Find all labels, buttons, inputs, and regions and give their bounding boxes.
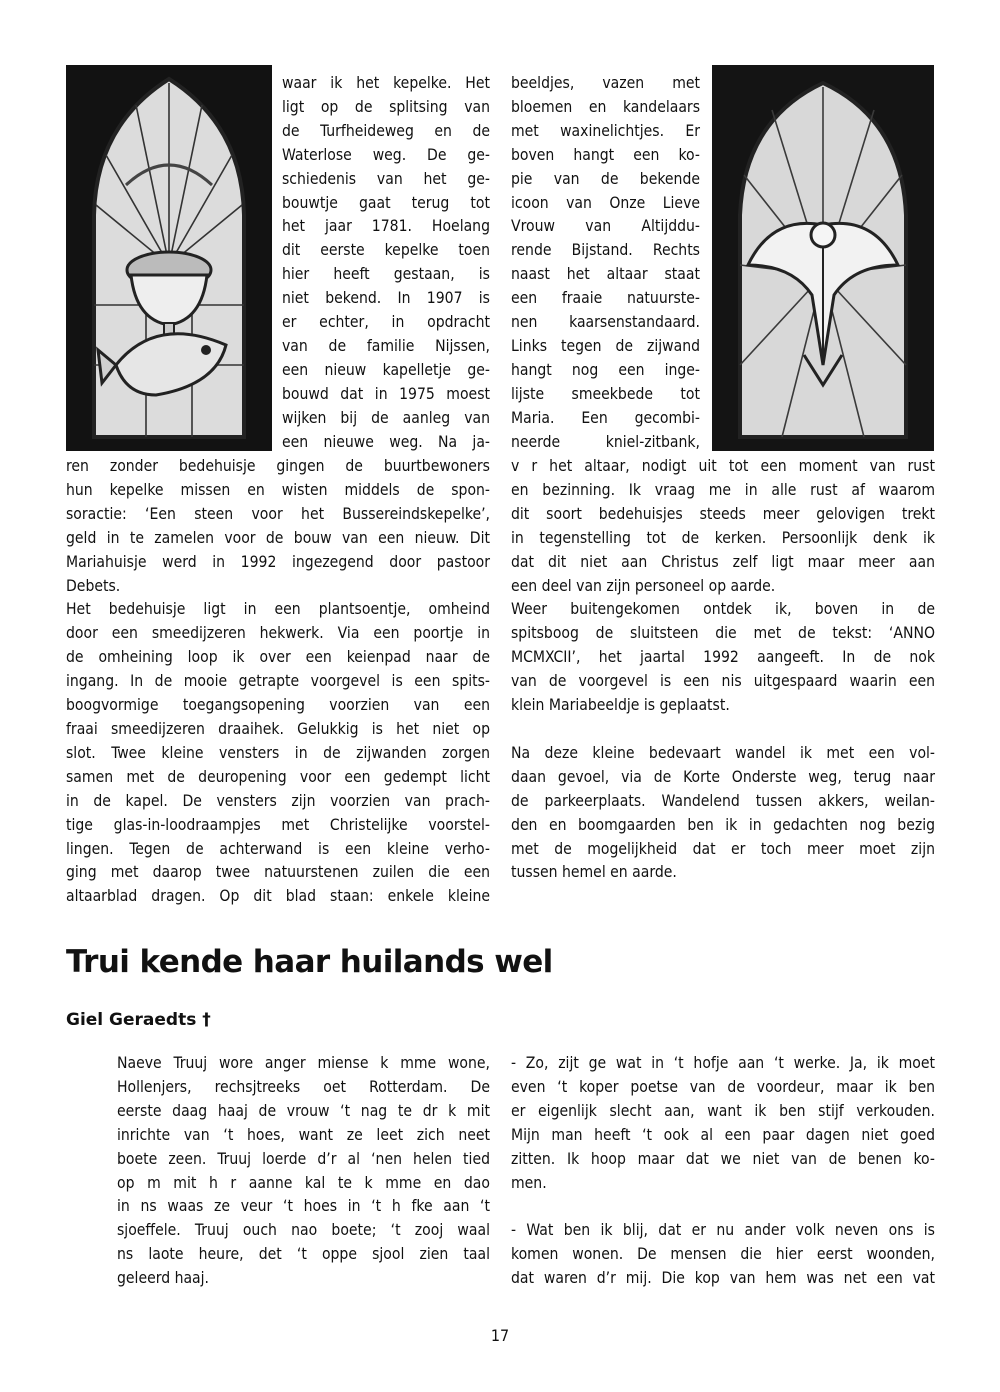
text-line: ingang. In de mooie getrapte voorgevel is een spits- — [66, 672, 490, 691]
text-line: met waxinelichtjes. Er — [511, 121, 700, 140]
text-line: - Wat ben ik blij, dat er nu ander volk neven ons is — [511, 1221, 935, 1240]
text-line: er eigenlijk slecht aan, want ik ben stijf verkouden. — [511, 1101, 935, 1120]
text-line: ligt op de splitsing van — [282, 97, 490, 116]
text-line: Maria. Een gecombi- — [511, 408, 700, 427]
text-line: boven hangt een ko- — [511, 145, 700, 164]
text-line: bloemen en kandelaars — [511, 97, 700, 116]
text-line: dat dit niet aan Christus zelf ligt maar meer aan — [511, 552, 935, 571]
text-line: in de kapel. De vensters zijn voorzien van prach- — [66, 791, 490, 810]
text-line: Na deze kleine bedevaart wandel ik met een vol- — [511, 743, 935, 762]
text-line: v r het altaar, nodigt uit tot een moment van rust — [511, 457, 935, 475]
text-line: van de familie Nijssen, — [282, 336, 490, 355]
text-line: dit eerste kepelke toen — [282, 241, 490, 260]
text-line: daan gevoel, via de Korte Onderste weg, terug naar — [511, 767, 935, 786]
article1-col1-full — [66, 455, 490, 909]
text-line: Mariahuisje werd in 1992 ingezegend door pastoor — [66, 552, 490, 571]
text-line: een nieuwe weg. Na ja- — [282, 432, 490, 451]
text-line: inrichte van ‘t hoes, want ze leet zich neet — [117, 1125, 490, 1144]
text-line: door een smeedijzeren hekwerk. Via een poortje in — [66, 624, 490, 643]
text-line: klein Mariabeeldje is geplaatst. — [511, 696, 730, 715]
text-line: sjoeffele. Truuj ouch nao boete; ‘t zooj waal — [117, 1221, 490, 1240]
text-line: Vrouw van Altijddu- — [511, 217, 700, 236]
text-line: bouwd dat in 1975 moest — [282, 384, 490, 403]
text-line: Mijn man heeft ‘t ook al een paar dagen niet goed — [511, 1125, 935, 1144]
text-line: met de mogelijkheid dat er toch meer moet zijn — [511, 839, 935, 858]
text-line: men. — [511, 1173, 547, 1192]
text-line: nen kaarsenstandaard. — [511, 313, 700, 332]
text-line — [511, 1195, 935, 1219]
text-line: soractie: ‘Een steen voor het Bussereindskepelke’, — [66, 504, 490, 523]
text-line: Het bedehuisje ligt in een plantsoentje, omheind — [66, 600, 490, 619]
text-line: Waterlose weg. De ge- — [282, 145, 490, 164]
article1-col2-full — [511, 455, 935, 885]
text-line: boete zeen. Truuj loerde d’r al ‘nen helen tied — [117, 1149, 490, 1168]
text-line: Naeve Truuj wore anger miense k mme wone, — [117, 1054, 490, 1072]
text-line: er echter, in opdracht — [282, 313, 490, 332]
text-line: de parkeerplaats. Wandelend tussen akkers, weilan- — [511, 791, 935, 810]
text-line: eerste daag haaj de vrouw ‘t nag te dr k mit — [117, 1101, 490, 1120]
text-line: hier heeft gestaan, is — [282, 265, 490, 284]
text-line: bouwtje gaat terug tot — [282, 193, 490, 212]
text-line: altaarblad dragen. Op dit blad staan: enkele kleine — [66, 887, 490, 906]
text-line: beeldjes, vazen met — [511, 74, 700, 92]
text-line: rende Bijstand. Rechts — [511, 241, 700, 260]
text-line: icoon van Onze Lieve — [511, 193, 700, 212]
text-line: - Zo, zijt ge wat in ‘t hofje aan ‘t werke. Ja, ik moet — [511, 1054, 935, 1072]
text-line: ren zonder bedehuisje gingen de buurtbewoners — [66, 457, 490, 475]
text-line: de omheining loop ik over een keienpad naar de — [66, 648, 490, 667]
text-line: pie van de bekende — [511, 169, 700, 188]
text-line: tussen hemel en aarde. — [511, 863, 677, 882]
text-line: lijste smeekbede tot — [511, 384, 700, 403]
text-line: lingen. Tegen de achterwand is een kleine verho- — [66, 839, 490, 858]
text-line: Weer buitengekomen ontdek ik, boven in de — [511, 600, 935, 619]
stained-glass-chalice-image — [66, 65, 272, 451]
text-line: de Turfheideweg en de — [282, 121, 490, 140]
text-line: een nieuw kapelletje ge- — [282, 360, 490, 379]
text-line: schiedenis van het ge- — [282, 169, 490, 188]
text-line: dat waren d’r mij. Die kop van hem was net een vat — [511, 1269, 935, 1288]
text-line: tige glas-in-loodraampjes met Christelijke voorstel- — [66, 815, 490, 834]
text-line: een deel van zijn personeel op aarde. — [511, 576, 776, 595]
text-line — [511, 718, 935, 742]
article1-col2-wrap — [511, 72, 700, 455]
text-line: in ns waas ze veur ‘t hoes in ‘t h fke aan ‘t — [117, 1197, 490, 1216]
text-line: geleerd haaj. — [117, 1269, 210, 1288]
article-author: Giel Geraedts † — [66, 1010, 211, 1030]
text-line: samen met de deuropening voor een gedempt licht — [66, 767, 490, 786]
text-line: fraai smeedijzeren draaihek. Gelukkig is het niet op — [66, 719, 490, 738]
text-line: Hollenjers, rechsjtreeks oet Rotterdam. De — [117, 1077, 490, 1096]
text-line: hangt nog een inge- — [511, 360, 700, 379]
text-line: komen wonen. De mensen die hier eerst woonden, — [511, 1245, 935, 1264]
text-line: Debets. — [66, 576, 121, 595]
text-line: een fraaie natuurste- — [511, 289, 700, 308]
text-line: het jaar 1781. Hoelang — [282, 217, 490, 236]
article2-col1 — [117, 1052, 490, 1291]
text-line: naast het altaar staat — [511, 265, 700, 284]
text-line: even ‘t koper poetse van de voordeur, maar ik ben — [511, 1077, 935, 1096]
page-number: 17 — [490, 1326, 510, 1345]
text-line: neerde kniel-zitbank, — [511, 432, 700, 451]
text-line: in tegenstelling tot de kerken. Persoonlijk denk ik — [511, 528, 935, 547]
text-line: en bezinning. Ik vraag me in alle rust af waarom — [511, 480, 935, 499]
text-line: van de voorgevel is een nis uitgespaard waarin een — [511, 672, 935, 691]
text-line: ging met daarop twee natuurstenen zuilen die een — [66, 863, 490, 882]
article2-col2 — [511, 1052, 935, 1291]
text-line: spitsboog de sluitsteen die met de tekst: ‘ANNO — [511, 624, 935, 643]
text-line: niet bekend. In 1907 is — [282, 289, 490, 308]
text-line: hun kepelke missen en wisten middels de spon- — [66, 480, 490, 499]
text-line: dit soort bedehuisjes steeds meer gelovigen trekt — [511, 504, 935, 523]
text-line: Links tegen de zijwand — [511, 336, 700, 355]
stained-glass-dove-image — [712, 65, 934, 451]
article-title: Trui kende haar huilands wel — [66, 944, 553, 980]
text-line: waar ik het kepelke. Het — [282, 74, 490, 92]
text-line: wijken bij de aanleg van — [282, 408, 490, 427]
text-line: op m mit h r aanne kal te k mme en dao — [117, 1173, 490, 1192]
text-line: den en boomgaarden ben ik in gedachten nog bezig — [511, 815, 935, 834]
article1-col1-wrap — [282, 72, 490, 455]
text-line: geld in te zamelen voor de bouw van een nieuw. Dit — [66, 528, 490, 547]
text-line: boogvormige toegangsopening voorzien van een — [66, 696, 490, 715]
text-line: zitten. Ik hoop maar dat we niet van de benen ko- — [511, 1149, 935, 1168]
text-line: MCMXCII’, het jaartal 1992 aangeeft. In de nok — [511, 648, 935, 667]
text-line: slot. Twee kleine vensters in de zijwanden zorgen — [66, 743, 490, 762]
text-line: ns laote heure, det ‘t oppe sjool zien taal — [117, 1245, 490, 1264]
